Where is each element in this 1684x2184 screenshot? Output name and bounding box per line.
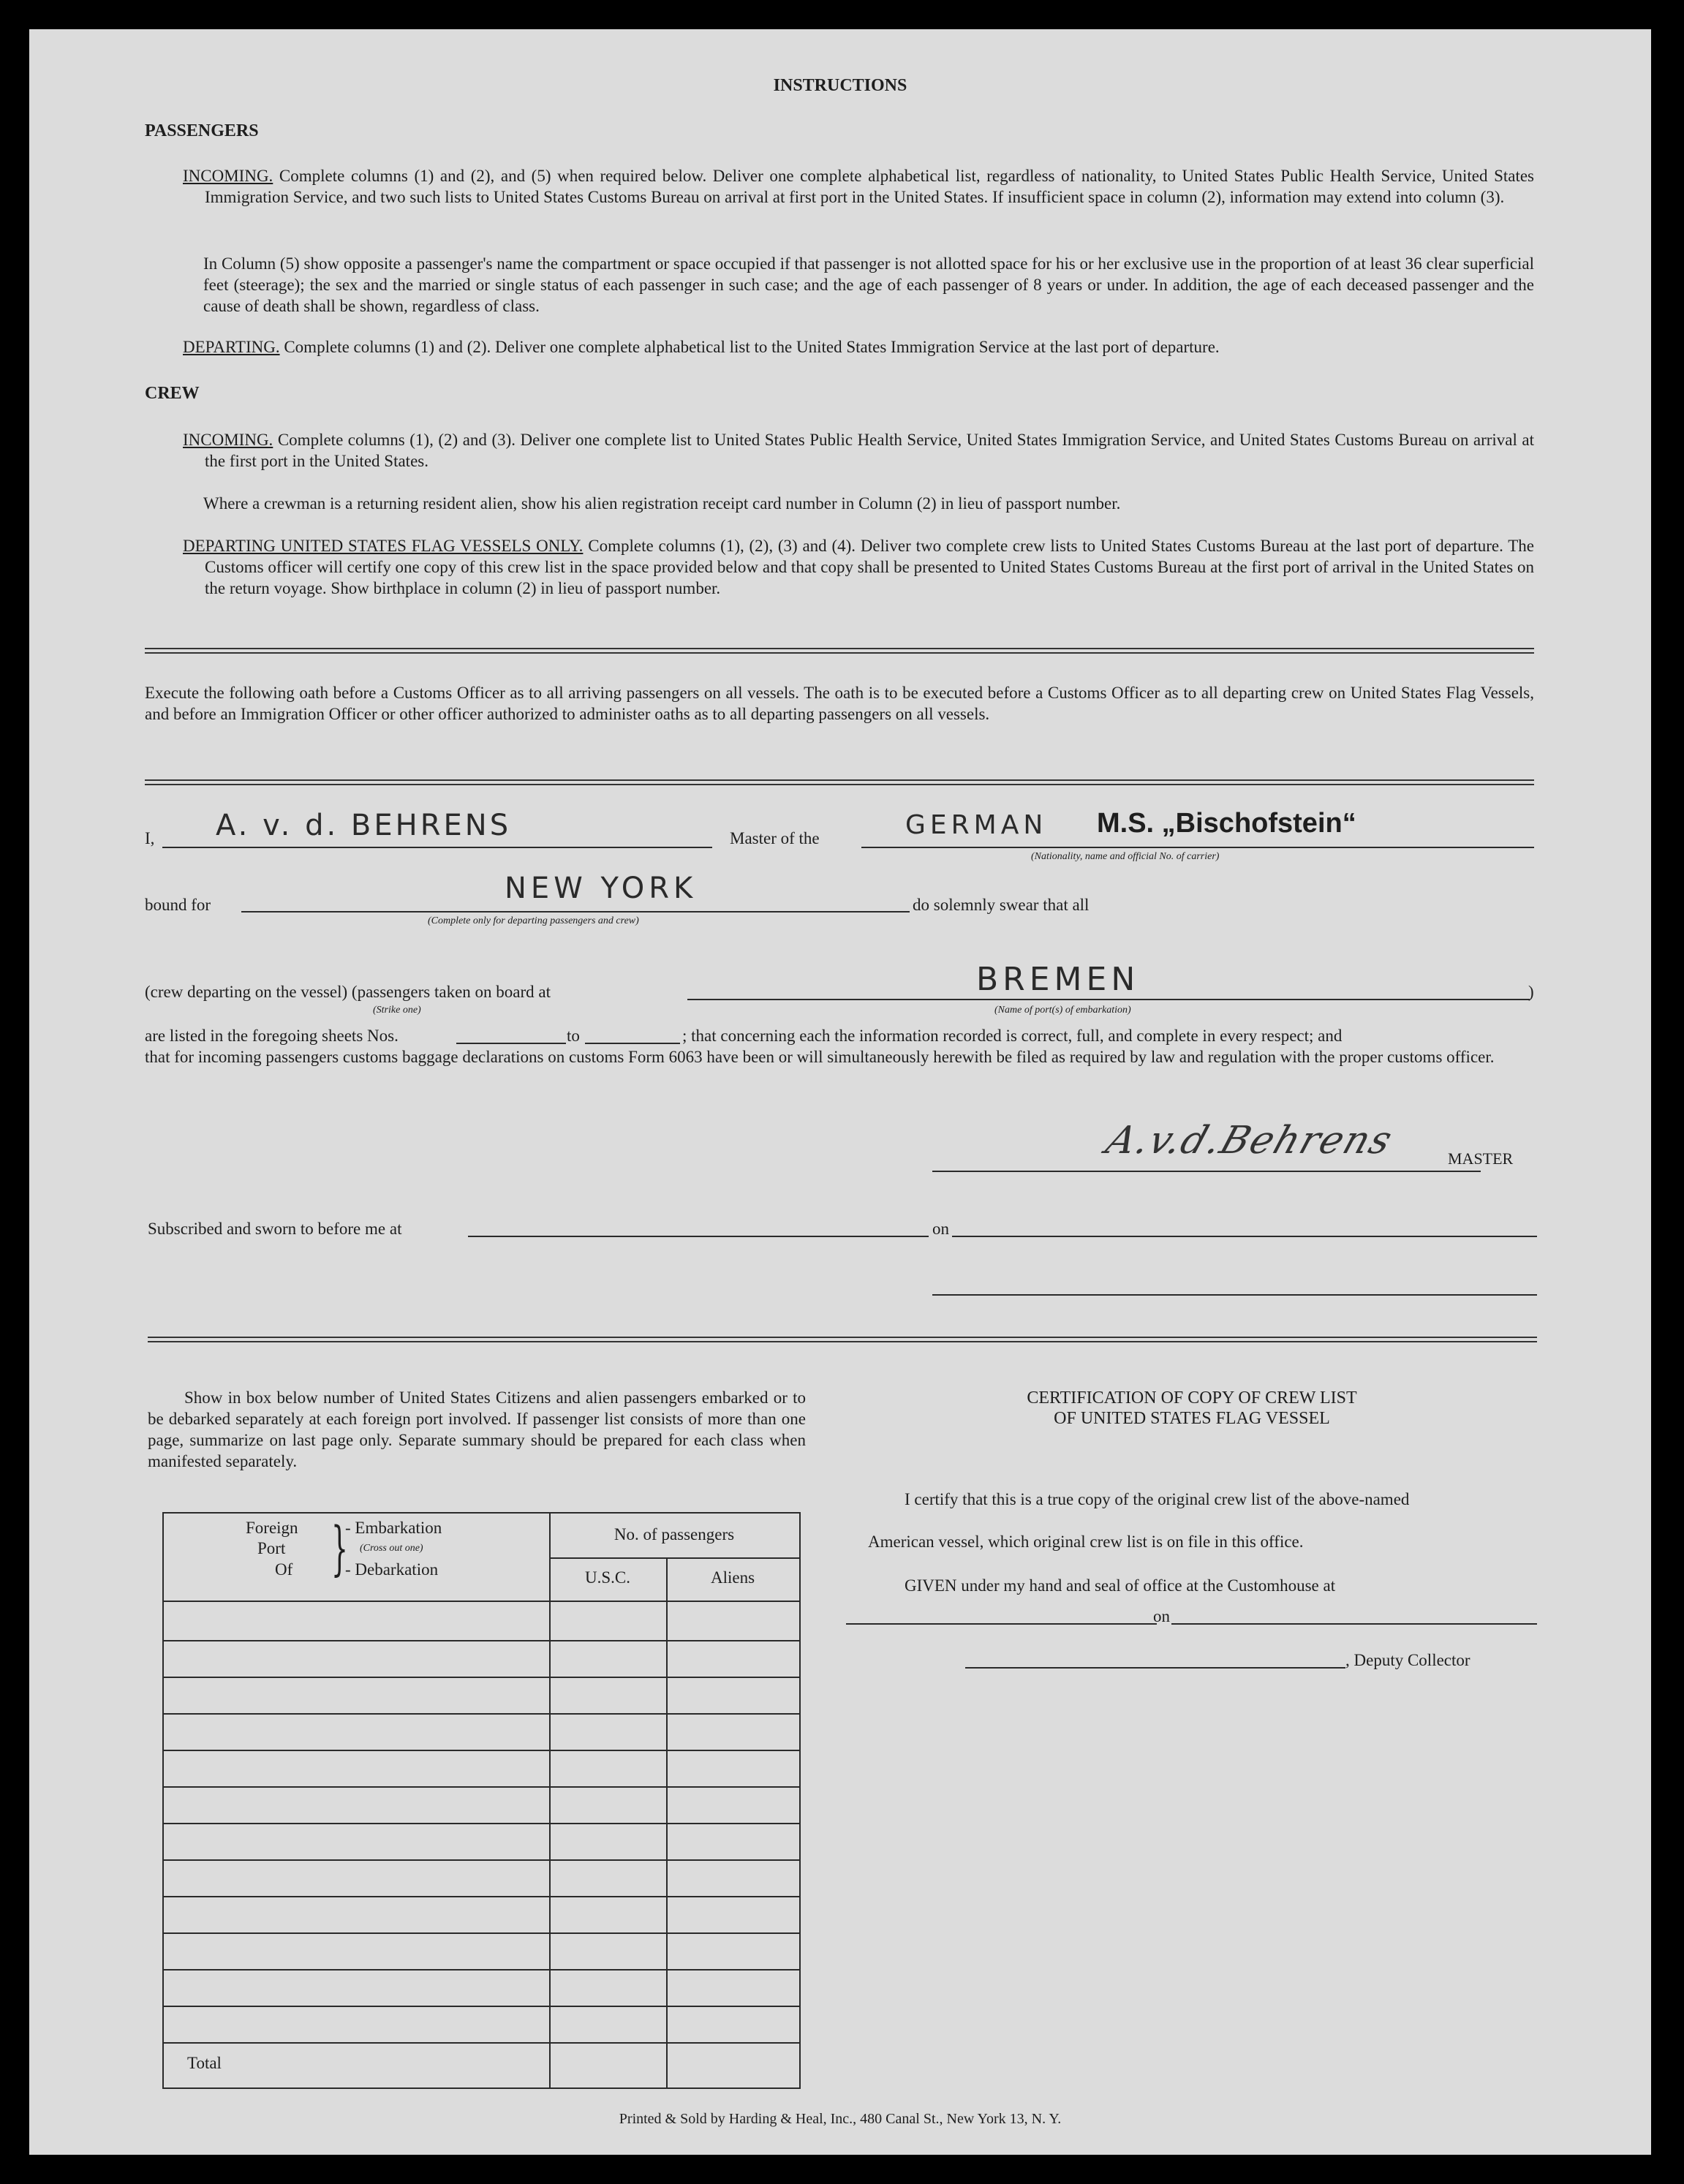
aliens-header: Aliens xyxy=(710,1568,755,1587)
bound-for-field[interactable]: NEW YORK xyxy=(505,872,698,905)
port-caption: (Name of port(s) of embarkation) xyxy=(994,1005,1131,1016)
crew-incoming-label: INCOMING. xyxy=(183,431,273,449)
vessel-line xyxy=(861,847,1534,848)
table-row-line-3 xyxy=(164,1713,799,1715)
customhouse-place-line xyxy=(846,1623,1157,1625)
given-text: GIVEN under my hand and seal of office at the Customhouse at xyxy=(905,1576,1336,1595)
passengers-departing-label: DEPARTING. xyxy=(183,338,280,356)
listed-prefix: are listed in the foregoing sheets Nos. xyxy=(145,1027,399,1045)
debarkation-label: - Debarkation xyxy=(345,1560,439,1579)
crew-incoming-text: Complete columns (1), (2) and (3). Deliver one complete list to United States Public Health Service, United States Immigration Service, and United States Customs Bureau on arrival at the first port in the United States. xyxy=(205,431,1534,470)
table-header-bottom xyxy=(164,1601,799,1602)
certify-line-2: American vessel, which original crew list is on file in this office. xyxy=(868,1533,1304,1551)
passengers-column5-paragraph: In Column (5) show opposite a passenger's name the compartment or space occupied if that passenger is not allotted space for his or her exclusive use in the proportion of at least 36 clear superficial feet (steerage); the sex and the married or single status of each passenger in such case; and the age of each passenger of 8 years or under. In addition, the age of each deceased passenger and the cause of death shall be shown, regardless of class. xyxy=(203,254,1534,315)
subscribed-label: Subscribed and sworn to before me at xyxy=(148,1220,402,1238)
bound-for-caption: (Complete only for departing passengers and crew) xyxy=(428,915,639,926)
listed-suffix: ; that concerning each the information recorded is correct, full, and complete in every respect; and xyxy=(682,1027,1343,1045)
deputy-signature-line xyxy=(965,1667,1345,1669)
port-line xyxy=(687,999,1530,1000)
passengers-heading: PASSENGERS xyxy=(145,121,259,140)
master-signature: A.v.d.Behrens xyxy=(1100,1119,1399,1163)
col-port: Port xyxy=(257,1539,286,1557)
table-row-line-7 xyxy=(164,1859,799,1861)
certification-title-2: OF UNITED STATES FLAG VESSEL xyxy=(1054,1409,1330,1428)
vessel-name-stamp: M.S. „Bischofstein“ xyxy=(1097,808,1356,839)
table-row-line-1 xyxy=(164,1640,799,1641)
crew-incoming-paragraph xyxy=(183,429,1534,472)
table-row-line-5 xyxy=(164,1786,799,1788)
nationality-caption: (Nationality, name and official No. of carrier) xyxy=(1031,851,1220,862)
table-col-divider-1 xyxy=(549,1514,551,2087)
table-row-line-12 xyxy=(164,2042,799,2044)
to-label: to xyxy=(567,1027,580,1045)
officer-signature-line xyxy=(932,1294,1537,1296)
master-name-field[interactable]: A. v. d. BEHRENS xyxy=(216,809,512,842)
sheet-from-line xyxy=(456,1043,566,1044)
table-row-line-4 xyxy=(164,1750,799,1751)
table-row-line-9 xyxy=(164,1932,799,1934)
port-of-embarkation-field[interactable]: BREMEN xyxy=(976,961,1140,998)
embarkation-label: - Embarkation xyxy=(345,1519,442,1537)
no-passengers-header: No. of passengers xyxy=(613,1525,735,1543)
divider-3 xyxy=(148,1337,1537,1342)
passengers-departing-paragraph xyxy=(183,336,1543,358)
oath-instructions: Execute the following oath before a Customs Officer as to all arriving passengers on all vessels. The oath is to be executed before a Customs Officer as to all departing crew on United States Flag Vessels, and before an Immigration Officer or other officer authorized to administer oaths as to all departing passengers on all vessels. xyxy=(145,684,1534,723)
table-row-line-2 xyxy=(164,1677,799,1678)
crew-departing-label: (crew departing on the vessel) (passengers taken on board at xyxy=(145,983,551,1001)
close-paren: ) xyxy=(1528,983,1534,1001)
bound-for-label: bound for xyxy=(145,896,211,914)
subscribed-place-line xyxy=(468,1236,929,1237)
i-label: I, xyxy=(145,829,155,847)
subscribed-on-label: on xyxy=(932,1220,949,1238)
crew-departing-text: Complete columns (1), (2), (3) and (4). Deliver two complete crew lists to United States Customs Bureau at the last port of departure. The Customs officer will certify one copy of this crew list in the space provided below and that copy shall be presented to United States Customs Bureau at the first port of arrival in the United States on the return voyage. Show birthplace in column (2) in lieu of passport number. xyxy=(205,537,1535,597)
listed-continuation: that for incoming passengers customs baggage declarations on customs Form 6063 have been or will simultaneously herewith be filed as required by law and regulation with the proper customs officer. xyxy=(145,1048,1495,1066)
crew-departing-label: DEPARTING UNITED STATES FLAG VESSELS ONLY. xyxy=(183,537,584,555)
divider-2 xyxy=(145,779,1534,785)
passengers-incoming-paragraph xyxy=(183,165,1534,208)
passenger-summary-table xyxy=(162,1512,801,2089)
printer-footer: Printed & Sold by Harding & Heal, Inc., 480 Canal St., New York 13, N. Y. xyxy=(619,2111,1062,2127)
swear-label: do solemnly swear that all xyxy=(913,896,1090,914)
table-row-line-8 xyxy=(164,1896,799,1897)
table-header-subline xyxy=(549,1557,799,1559)
divider-1 xyxy=(145,648,1534,654)
subscribed-date-line xyxy=(952,1236,1537,1237)
col-of: Of xyxy=(275,1560,293,1579)
crew-departing-paragraph xyxy=(183,535,1534,599)
summary-instructions: Show in box below number of United States Citizens and alien passengers embarked or to be debarked separately at each foreign port involved. If passenger list consists of more than one page, summarize on last page only. Separate summary should be prepared for each class when manifested separately. xyxy=(148,1388,806,1470)
form-sheet xyxy=(29,29,1651,2155)
cert-on-label: on xyxy=(1153,1607,1170,1625)
crew-heading: CREW xyxy=(145,384,200,403)
cert-date-line xyxy=(1171,1623,1537,1625)
master-of-label: Master of the xyxy=(730,829,820,847)
cross-out-caption: (Cross out one) xyxy=(360,1543,423,1554)
sheet-to-line xyxy=(585,1043,680,1044)
total-label: Total xyxy=(187,2054,222,2072)
table-row-line-10 xyxy=(164,1969,799,1970)
certification-title-1: CERTIFICATION OF COPY OF CREW LIST xyxy=(1027,1388,1357,1407)
certify-line-1: I certify that this is a true copy of the original crew list of the above-named xyxy=(905,1490,1410,1508)
bound-for-line xyxy=(241,911,910,912)
strike-caption: (Strike one) xyxy=(373,1005,421,1016)
instructions-title: INSTRUCTIONS xyxy=(773,76,907,95)
master-signature-line xyxy=(932,1171,1481,1172)
deputy-collector-label: , Deputy Collector xyxy=(1345,1651,1470,1669)
usc-header: U.S.C. xyxy=(585,1568,630,1587)
passengers-incoming-label: INCOMING. xyxy=(183,167,273,185)
passengers-departing-text: Complete columns (1) and (2). Deliver one complete alphabetical list to the United States Immigration Service at the last port of departure. xyxy=(284,338,1220,356)
table-row-line-11 xyxy=(164,2006,799,2007)
col-foreign: Foreign xyxy=(246,1519,298,1537)
passengers-incoming-text: Complete columns (1) and (2), and (5) when required below. Deliver one complete alphabetical list, regardless of nationality, to United States Public Health Service, United States Immigration Service, and two such lists to United States Customs Bureau on arrival at first port in the United States. If insufficient space in column (2), information may extend into column (3). xyxy=(205,167,1535,206)
table-row-line-6 xyxy=(164,1823,799,1824)
brace-icon: } xyxy=(331,1514,348,1582)
nationality-field[interactable]: GERMAN xyxy=(905,810,1048,840)
master-name-line xyxy=(162,847,712,848)
crew-resident-paragraph: Where a crewman is a returning resident alien, show his alien registration receipt card number in Column (2) in lieu of passport number. xyxy=(203,494,1121,513)
master-label: MASTER xyxy=(1448,1149,1514,1168)
